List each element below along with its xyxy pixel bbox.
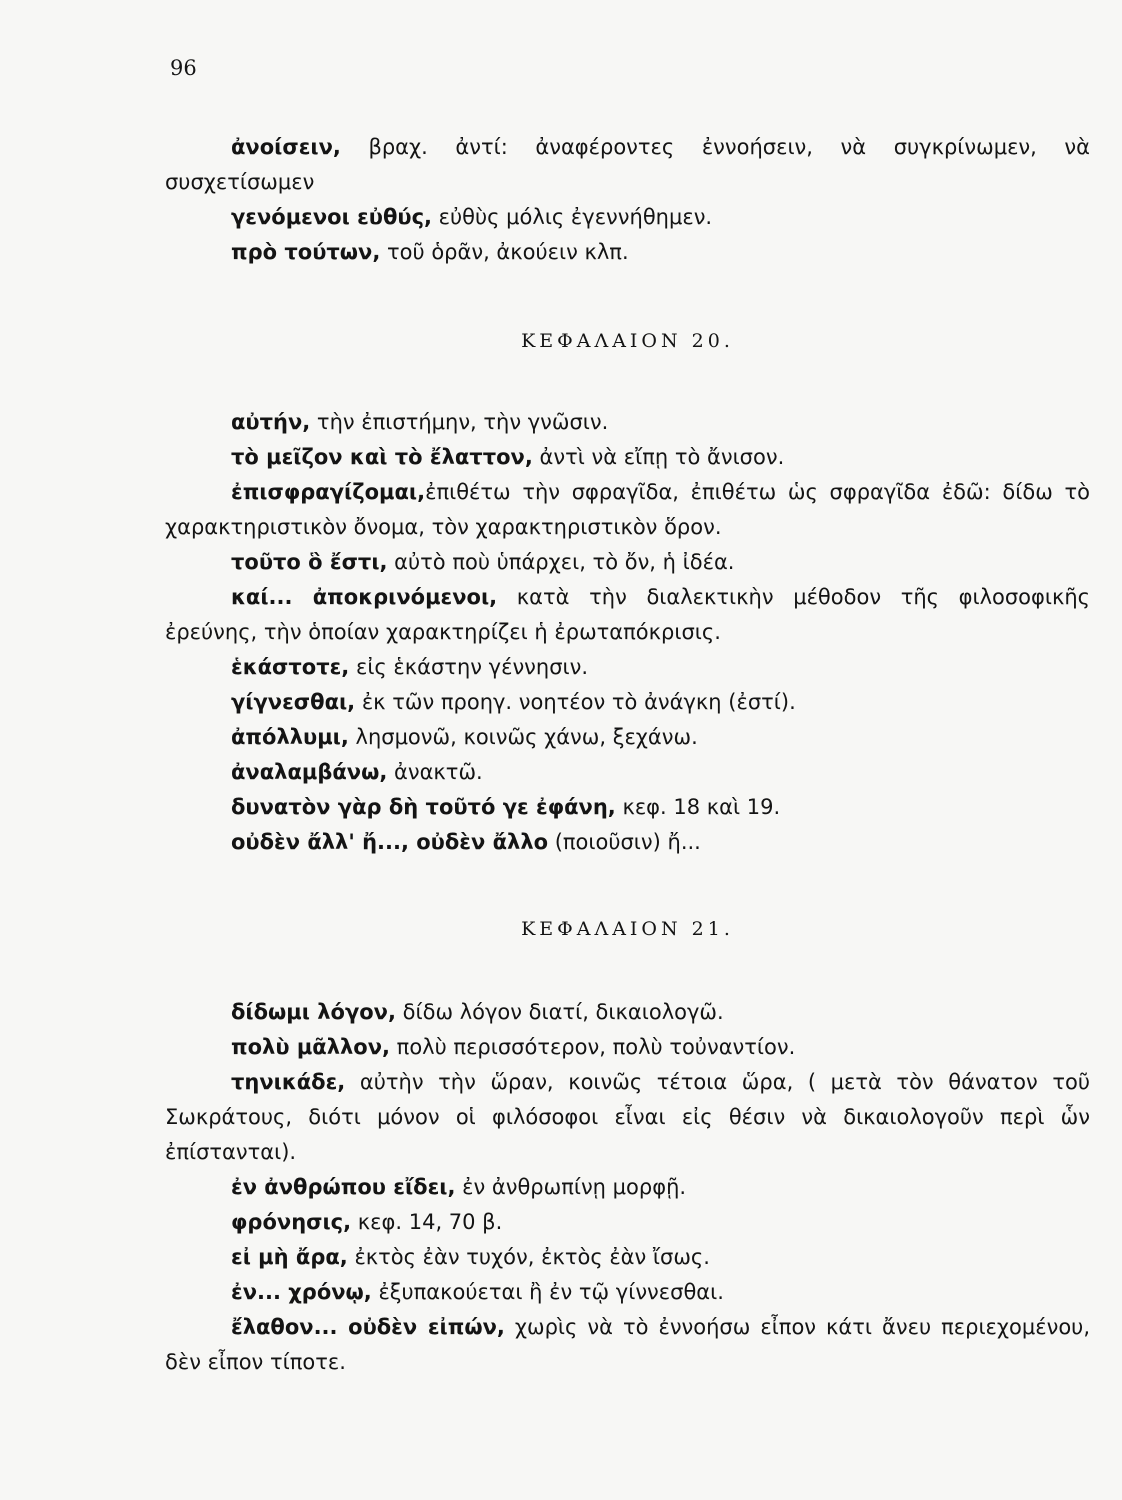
- glossary-term: ἐπισφραγίζομαι,: [231, 480, 426, 504]
- glossary-definition: δίδω λόγον διατί, δικαιολογῶ.: [395, 1000, 724, 1024]
- glossary-entry: [165, 1275, 1090, 1310]
- glossary-entry: [165, 1170, 1090, 1205]
- glossary-term: γενόμενοι εὐθύς,: [231, 205, 432, 229]
- glossary-entry: [165, 755, 1090, 790]
- glossary-entry: [165, 580, 1090, 650]
- glossary-entry: [165, 1065, 1090, 1170]
- glossary-definition: ἐκ τῶν προηγ. νοητέον τὸ ἀνάγκη (ἐστί).: [355, 690, 796, 714]
- glossary-section-20: [165, 405, 1090, 860]
- page-number: 96: [170, 56, 197, 80]
- glossary-definition: ἐξυπακούεται ἢ ἐν τῷ γίννεσθαι.: [371, 1280, 724, 1304]
- glossary-definition: κεφ. 14, 70 β.: [351, 1210, 503, 1234]
- glossary-definition: τοῦ ὁρᾶν, ἀκούειν κλπ.: [380, 240, 629, 264]
- glossary-entry: [165, 720, 1090, 755]
- glossary-term: ἀναλαμβάνω,: [231, 760, 388, 784]
- glossary-entry: [165, 1310, 1090, 1380]
- glossary-term: καί... ἀποκρινόμενοι,: [231, 585, 498, 609]
- chapter-heading-21: ΚΕΦΑΛΑΙΟΝ 21.: [521, 918, 734, 940]
- glossary-section-1: [165, 130, 1090, 270]
- glossary-definition: εἰς ἑκάστην γέννησιν.: [349, 655, 589, 679]
- glossary-entry: [165, 995, 1090, 1030]
- glossary-entry: [165, 1205, 1090, 1240]
- glossary-entry: [165, 440, 1090, 475]
- glossary-term: οὐδὲν ἄλλ' ἤ..., οὐδὲν ἄλλο: [231, 830, 549, 854]
- glossary-term: ἐν... χρόνῳ,: [231, 1280, 372, 1304]
- glossary-definition: πολὺ περισσότερον, πολὺ τοὐναντίον.: [390, 1035, 796, 1059]
- glossary-term: ἀνοίσειν,: [231, 135, 341, 159]
- glossary-entry: [165, 685, 1090, 720]
- glossary-term: ἐν ἀνθρώπου εἴδει,: [231, 1175, 456, 1199]
- glossary-entry: [165, 200, 1090, 235]
- glossary-entry: [165, 545, 1090, 580]
- glossary-term: γίγνεσθαι,: [231, 690, 356, 714]
- glossary-term: πολὺ μᾶλλον,: [231, 1035, 390, 1059]
- chapter-heading-20: ΚΕΦΑΛΑΙΟΝ 20.: [521, 330, 734, 352]
- glossary-term: αὐτήν,: [231, 410, 311, 434]
- glossary-definition: (ποιοῦσιν) ἤ...: [548, 830, 701, 854]
- glossary-entry: [165, 1030, 1090, 1065]
- glossary-term: ἑκάστοτε,: [231, 655, 350, 679]
- glossary-term: ἔλαθον... οὐδὲν εἰπών,: [231, 1315, 505, 1339]
- glossary-entry: [165, 130, 1090, 200]
- glossary-term: τοῦτο ὃ ἔστι,: [231, 550, 388, 574]
- glossary-definition: τὴν ἐπιστήμην, τὴν γνῶσιν.: [310, 410, 609, 434]
- glossary-definition: χωρὶς νὰ τὸ ἐννοήσω εἶπον κάτι ἄνευ περιεχομένου, δὲν εἶπον τίποτε.: [165, 1315, 1090, 1374]
- glossary-section-21: [165, 995, 1090, 1380]
- glossary-term: εἰ μὴ ἄρα,: [231, 1245, 348, 1269]
- glossary-term: φρόνησις,: [231, 1210, 352, 1234]
- glossary-definition: λησμονῶ, κοινῶς χάνω, ξεχάνω.: [348, 725, 698, 749]
- glossary-entry: [165, 475, 1090, 545]
- glossary-definition: αὐτὴν τὴν ὥραν, κοινῶς τέτοια ὥρα, ( μετὰ τὸν θάνατον τοῦ Σωκράτους, διότι μόνον οἱ φιλόσοφοι εἶναι εἰς θέσιν νὰ δικαιολογοῦν περὶ ὧν ἐπίστανται).: [165, 1070, 1090, 1164]
- glossary-term: ἀπόλλυμι,: [231, 725, 349, 749]
- glossary-term: τὸ μεῖζον καὶ τὸ ἔλαττον,: [231, 445, 533, 469]
- glossary-definition: κατὰ τὴν διαλεκτικὴν μέθοδον τῆς φιλοσοφικῆς ἐρεύνης, τὴν ὁποίαν χαρακτηρίζει ἡ ἐρωταπόκρισις.: [165, 585, 1090, 644]
- glossary-term: τηνικάδε,: [231, 1070, 346, 1094]
- glossary-definition: κεφ. 18 καὶ 19.: [615, 795, 781, 819]
- glossary-entry: [165, 825, 1090, 860]
- glossary-definition: αὐτὸ ποὺ ὑπάρχει, τὸ ὄν, ἡ ἰδέα.: [387, 550, 735, 574]
- glossary-entry: [165, 235, 1090, 270]
- glossary-definition: εὐθὺς μόλις ἐγεννήθημεν.: [432, 205, 713, 229]
- glossary-definition: ἀντὶ νὰ εἴπῃ τὸ ἄνισον.: [532, 445, 785, 469]
- glossary-term: δίδωμι λόγον,: [231, 1000, 396, 1024]
- glossary-entry: [165, 1240, 1090, 1275]
- glossary-definition: βραχ. ἀντί: ἀναφέροντες ἐννοήσειν, νὰ συγκρίνωμεν, νὰ συσχετίσωμεν: [165, 135, 1090, 194]
- glossary-definition: ἐν ἀνθρωπίνῃ μορφῇ.: [455, 1175, 687, 1199]
- glossary-entry: [165, 650, 1090, 685]
- glossary-entry: [165, 405, 1090, 440]
- glossary-definition: ἀνακτῶ.: [387, 760, 483, 784]
- glossary-entry: [165, 790, 1090, 825]
- glossary-definition: ἐκτὸς ἐὰν τυχόν, ἐκτὸς ἐὰν ἴσως.: [347, 1245, 710, 1269]
- glossary-definition: ἐπιθέτω τὴν σφραγῖδα, ἐπιθέτω ὡς σφραγῖδα ἐδῶ: δίδω τὸ χαρακτηριστικὸν ὄνομα, τὸν χαρακτηριστικὸν ὅρον.: [165, 480, 1090, 539]
- glossary-term: πρὸ τούτων,: [231, 240, 381, 264]
- glossary-term: δυνατὸν γὰρ δὴ τοῦτό γε ἐφάνη,: [231, 795, 616, 819]
